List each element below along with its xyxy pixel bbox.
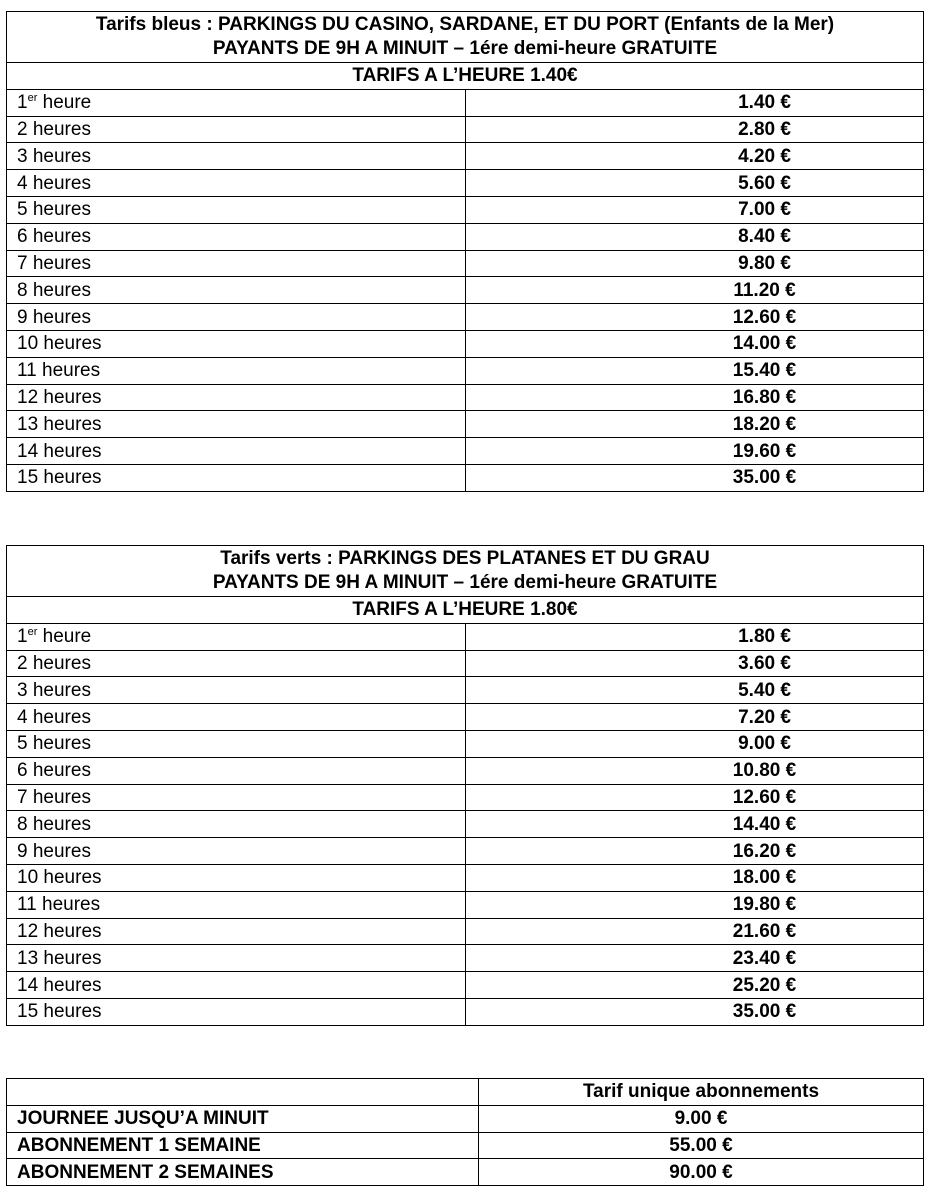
table-row xyxy=(7,945,924,972)
price-cell: 1.40 € xyxy=(466,89,924,116)
title-line-1: Tarifs bleus : PARKINGS DU CASINO, SARDANE, ET DU PORT (Enfants de la Mer) xyxy=(95,14,835,35)
table-row xyxy=(7,784,924,811)
table-row xyxy=(7,438,924,465)
duration-cell: 8 heures xyxy=(7,277,466,304)
rate-row xyxy=(7,597,924,624)
duration-cell: 10 heures xyxy=(7,330,466,357)
first-hour-suffix: er xyxy=(27,92,38,105)
subscription-price: 9.00 € xyxy=(479,1105,924,1132)
table-row xyxy=(7,464,924,491)
price-cell: 8.40 € xyxy=(466,223,924,250)
price-cell: 35.00 € xyxy=(466,464,924,491)
price-cell: 16.80 € xyxy=(466,384,924,411)
price-cell: 11.20 € xyxy=(466,277,924,304)
price-cell: 10.80 € xyxy=(466,757,924,784)
subscription-label: ABONNEMENT 2 SEMAINES xyxy=(7,1159,479,1186)
duration-cell xyxy=(7,89,466,116)
table-row xyxy=(7,730,924,757)
table-row xyxy=(7,277,924,304)
table-title-row xyxy=(7,12,924,63)
table-row xyxy=(7,223,924,250)
duration-cell: 9 heures xyxy=(7,838,466,865)
price-cell: 5.60 € xyxy=(466,170,924,197)
duration-cell: 2 heures xyxy=(7,650,466,677)
price-cell: 7.20 € xyxy=(466,704,924,731)
table-row xyxy=(7,116,924,143)
duration-cell: 9 heures xyxy=(7,304,466,331)
duration-cell: 13 heures xyxy=(7,411,466,438)
title-line-2: PAYANTS DE 9H A MINUIT – 1ére demi-heure GRATUITE xyxy=(212,38,718,59)
hourly-rate-label: TARIFS A L’HEURE 1.40€ xyxy=(7,63,924,90)
subscription-header-row xyxy=(7,1079,924,1106)
table-row xyxy=(7,384,924,411)
rate-row xyxy=(7,63,924,90)
price-cell: 18.20 € xyxy=(466,411,924,438)
green-tariff-table xyxy=(6,545,924,1026)
price-cell: 5.40 € xyxy=(466,677,924,704)
price-cell: 7.00 € xyxy=(466,196,924,223)
table-row xyxy=(7,864,924,891)
subscription-price: 55.00 € xyxy=(479,1132,924,1159)
duration-cell: 12 heures xyxy=(7,384,466,411)
title-line-2: PAYANTS DE 9H A MINUIT – 1ére demi-heure GRATUITE xyxy=(212,572,718,593)
table-row xyxy=(7,196,924,223)
table-row xyxy=(7,330,924,357)
table-row xyxy=(7,918,924,945)
duration-cell: 15 heures xyxy=(7,998,466,1025)
table-row xyxy=(7,757,924,784)
duration-cell: 5 heures xyxy=(7,730,466,757)
first-hour-word: heure xyxy=(37,626,92,648)
duration-cell: 11 heures xyxy=(7,891,466,918)
price-cell: 15.40 € xyxy=(466,357,924,384)
price-cell: 35.00 € xyxy=(466,998,924,1025)
table-row xyxy=(7,170,924,197)
table-row xyxy=(7,811,924,838)
duration-cell: 6 heures xyxy=(7,223,466,250)
table-row xyxy=(7,891,924,918)
subscription-header: Tarif unique abonnements xyxy=(479,1079,924,1106)
duration-cell xyxy=(7,623,466,650)
duration-cell: 6 heures xyxy=(7,757,466,784)
price-cell: 19.80 € xyxy=(466,891,924,918)
price-cell: 16.20 € xyxy=(466,838,924,865)
subscription-price: 90.00 € xyxy=(479,1159,924,1186)
table-row xyxy=(7,89,924,116)
table-title-row xyxy=(7,546,924,597)
table-title xyxy=(7,546,924,597)
first-hour-number: 1 xyxy=(17,626,28,648)
price-cell: 19.60 € xyxy=(466,438,924,465)
table-row xyxy=(7,304,924,331)
duration-cell: 14 heures xyxy=(7,972,466,999)
table-row xyxy=(7,650,924,677)
table-row xyxy=(7,677,924,704)
subscription-label: JOURNEE JUSQU’A MINUIT xyxy=(7,1105,479,1132)
table-row xyxy=(7,704,924,731)
table-title xyxy=(7,12,924,63)
duration-cell: 7 heures xyxy=(7,250,466,277)
table-row xyxy=(7,623,924,650)
first-hour-number: 1 xyxy=(17,92,28,114)
price-cell: 14.40 € xyxy=(466,811,924,838)
duration-cell: 4 heures xyxy=(7,704,466,731)
duration-cell: 12 heures xyxy=(7,918,466,945)
empty-header-cell xyxy=(7,1079,479,1106)
subscription-label: ABONNEMENT 1 SEMAINE xyxy=(7,1132,479,1159)
price-cell: 1.80 € xyxy=(466,623,924,650)
duration-cell: 4 heures xyxy=(7,170,466,197)
price-cell: 9.00 € xyxy=(466,730,924,757)
price-cell: 2.80 € xyxy=(466,116,924,143)
duration-cell: 7 heures xyxy=(7,784,466,811)
table-row xyxy=(7,972,924,999)
duration-cell: 8 heures xyxy=(7,811,466,838)
price-cell: 9.80 € xyxy=(466,250,924,277)
table-row xyxy=(7,998,924,1025)
price-cell: 23.40 € xyxy=(466,945,924,972)
duration-cell: 5 heures xyxy=(7,196,466,223)
duration-cell: 3 heures xyxy=(7,677,466,704)
price-cell: 4.20 € xyxy=(466,143,924,170)
duration-cell: 10 heures xyxy=(7,864,466,891)
duration-cell: 2 heures xyxy=(7,116,466,143)
table-row xyxy=(7,143,924,170)
duration-cell: 3 heures xyxy=(7,143,466,170)
table-row xyxy=(7,1105,924,1132)
duration-cell: 13 heures xyxy=(7,945,466,972)
duration-cell: 11 heures xyxy=(7,357,466,384)
table-row xyxy=(7,838,924,865)
price-cell: 3.60 € xyxy=(466,650,924,677)
price-cell: 14.00 € xyxy=(466,330,924,357)
first-hour-word: heure xyxy=(37,92,92,114)
price-cell: 12.60 € xyxy=(466,304,924,331)
table-row xyxy=(7,1159,924,1186)
hourly-rate-label: TARIFS A L’HEURE 1.80€ xyxy=(7,597,924,624)
price-cell: 25.20 € xyxy=(466,972,924,999)
duration-cell: 15 heures xyxy=(7,464,466,491)
table-row xyxy=(7,1132,924,1159)
blue-tariff-table xyxy=(6,11,924,492)
price-cell: 12.60 € xyxy=(466,784,924,811)
title-line-1: Tarifs verts : PARKINGS DES PLATANES ET DU GRAU xyxy=(220,548,710,569)
price-cell: 21.60 € xyxy=(466,918,924,945)
subscription-table xyxy=(6,1078,924,1186)
table-row xyxy=(7,357,924,384)
table-row xyxy=(7,250,924,277)
table-row xyxy=(7,411,924,438)
first-hour-suffix: er xyxy=(27,626,38,639)
price-cell: 18.00 € xyxy=(466,864,924,891)
duration-cell: 14 heures xyxy=(7,438,466,465)
